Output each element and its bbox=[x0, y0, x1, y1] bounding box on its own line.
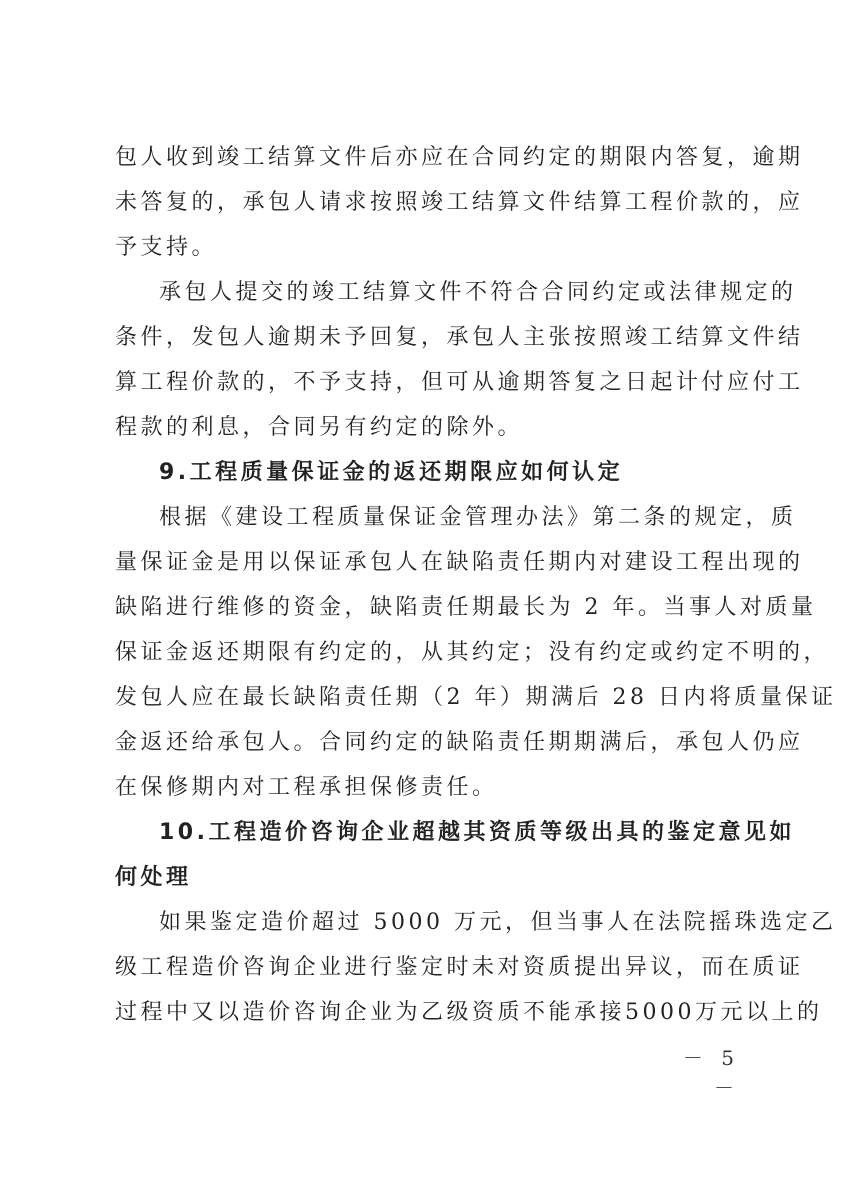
body-text-line: 保证金返还期限有约定的，从其约定；没有约定或约定不明的， bbox=[115, 640, 830, 665]
body-text-line: 根据《建设工程质量保证金管理办法》第二条的规定，质 bbox=[159, 505, 797, 530]
body-text-line: 包人收到竣工结算文件后亦应在合同约定的期限内答复，逾期 bbox=[115, 145, 804, 170]
body-text-line: 过程中又以造价咨询企业为乙级资质不能承接5000万元以上的 bbox=[115, 1000, 823, 1025]
body-text-line: 条件，发包人逾期未予回复，承包人主张按照竣工结算文件结 bbox=[115, 325, 804, 350]
section-heading: 何处理 bbox=[115, 865, 192, 890]
body-text-line: 缺陷进行维修的资金，缺陷责任期最长为 2 年。当事人对质量 bbox=[115, 595, 817, 620]
body-text-line: 量保证金是用以保证承包人在缺陷责任期内对建设工程出现的 bbox=[115, 550, 804, 575]
body-text-line: 级工程造价咨询企业进行鉴定时未对资质提出异议，而在质证 bbox=[115, 955, 804, 980]
body-text-line: 发包人应在最长缺陷责任期（2 年）期满后 28 日内将质量保证 bbox=[115, 685, 837, 710]
body-text-line: 承包人提交的竣工结算文件不符合合同约定或法律规定的 bbox=[159, 280, 797, 305]
body-text-line: 金返还给承包人。合同约定的缺陷责任期期满后，承包人仍应 bbox=[115, 730, 804, 755]
section-heading: 10.工程造价咨询企业超越其资质等级出具的鉴定意见如 bbox=[159, 820, 795, 845]
body-text-line: 算工程价款的，不予支持，但可从逾期答复之日起计付应付工 bbox=[115, 370, 804, 395]
body-text-line: 未答复的，承包人请求按照竣工结算文件结算工程价款的，应 bbox=[115, 190, 804, 215]
page-number: － 5 － bbox=[682, 1046, 740, 1100]
body-text-line: 程款的利息，合同另有约定的除外。 bbox=[115, 415, 524, 440]
section-heading: 9.工程质量保证金的返还期限应如何认定 bbox=[159, 460, 624, 485]
body-text-line: 在保修期内对工程承担保修责任。 bbox=[115, 775, 498, 800]
body-text-line: 予支持。 bbox=[115, 235, 218, 260]
body-text-line: 如果鉴定造价超过 5000 万元，但当事人在法院摇珠选定乙 bbox=[159, 910, 837, 935]
